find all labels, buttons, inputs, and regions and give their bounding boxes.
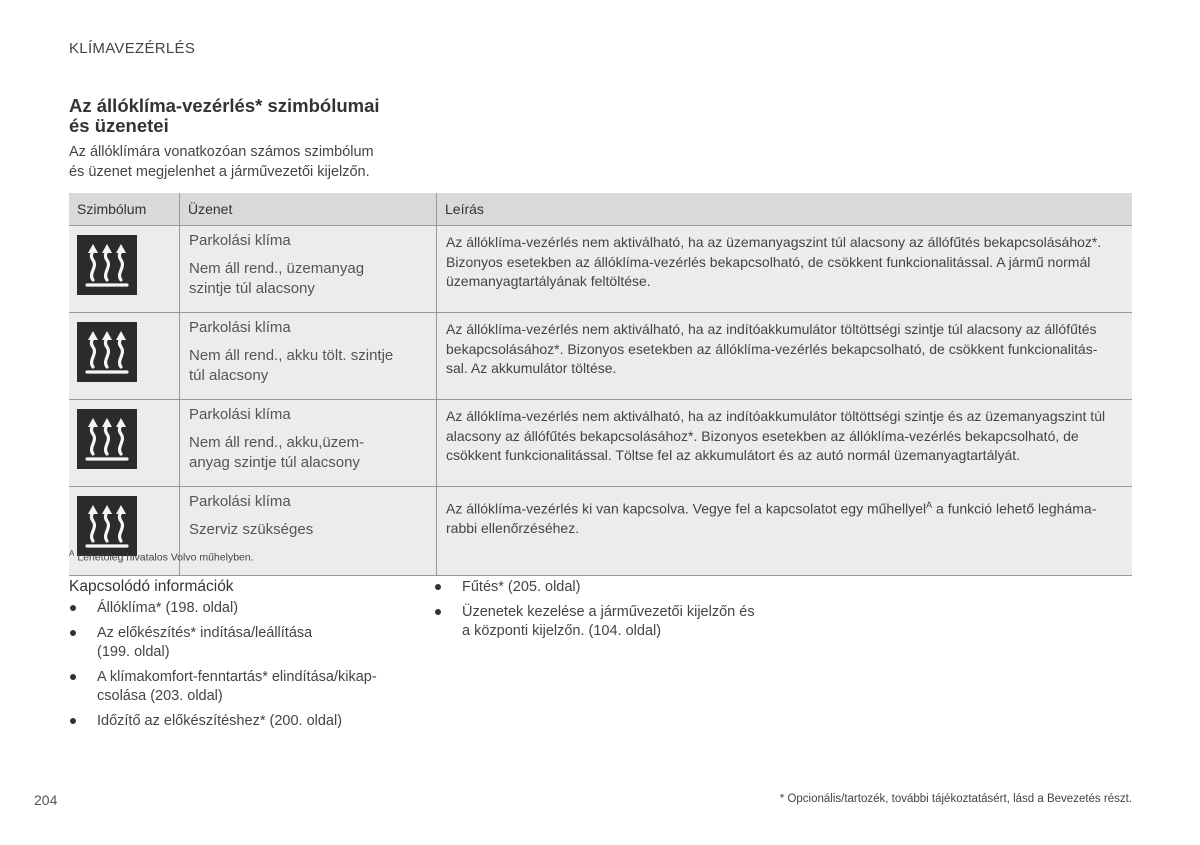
message-line-2: szintje túl alacsony [189, 280, 315, 297]
symbols-table [69, 193, 1132, 576]
related-info-title: Kapcsolódó információk [69, 578, 234, 595]
message-line-1: Nem áll rend., üzemanyag [189, 260, 365, 277]
symbol-cell [69, 400, 180, 487]
bullet-icon [435, 609, 441, 615]
description-line-2: Bizonyos esetekben az állóklíma-vezérlés bekapcsolható, de csökkent funkcionalitással. A jármű normál [446, 253, 1091, 270]
bullet-icon [70, 674, 76, 680]
description-line-1b: a funkció lehető legháma- [932, 500, 1097, 517]
symbol-cell [69, 226, 180, 313]
related-link-line-1: Állóklíma* (198. oldal) [97, 600, 239, 616]
description-cell [437, 400, 1133, 487]
column-header-symbol: Szimbólum [69, 193, 180, 226]
bullet-icon [70, 605, 76, 611]
intro-text [69, 142, 409, 182]
description-cell [437, 226, 1133, 313]
message-title: Parkolási klíma [189, 232, 291, 249]
message-text [189, 346, 436, 386]
related-link[interactable] [69, 599, 399, 619]
bullet-icon [70, 630, 76, 636]
related-link-line-1: Időzítő az előkészítéshez* (200. oldal) [97, 712, 343, 729]
bullet-icon [435, 584, 441, 590]
heater-icon [77, 322, 137, 382]
page-title [69, 96, 380, 136]
message-cell [180, 400, 437, 487]
description-line-1: Az állóklíma-vezérlés nem aktiválható, ha az indítóakkumulátor töltöttségi szintje túl alacsony az állófűtés [446, 321, 1097, 337]
table-row [69, 400, 1132, 487]
intro-line-2: és üzenet megjelenhet a járművezetői kijelzőn. [69, 164, 370, 180]
message-text [189, 520, 436, 540]
symbol-cell [69, 313, 180, 400]
related-links-left [69, 599, 399, 736]
description-line-3: üzemanyagtartályának feltöltése. [446, 273, 651, 289]
related-link[interactable] [434, 603, 774, 642]
related-link[interactable] [69, 624, 399, 663]
page-title-line-2: és üzenetei [69, 115, 169, 136]
footnote-text: Lehetőleg hivatalos Volvo műhelyben. [77, 551, 254, 564]
message-line-2: túl alacsony [189, 367, 269, 384]
related-link-line-2: (199. oldal) [97, 644, 170, 660]
intro-line-1: Az állóklímára vonatkozóan számos szimbólum [69, 144, 374, 160]
page-number: 204 [34, 792, 58, 808]
message-cell [180, 226, 437, 313]
message-cell [180, 313, 437, 400]
message-title: Parkolási klíma [189, 493, 291, 510]
message-text [189, 433, 436, 473]
message-line-1: Szerviz szükséges [189, 521, 314, 538]
related-link[interactable] [434, 578, 774, 598]
page-title-line-1: Az állóklíma-vezérlés* szimbólumai [69, 95, 380, 116]
description-line-2: alacsony az állófűtés bekapcsolásához*. Bizonyos esetekben az állóklíma-vezérlés bekapcsolható, de [446, 427, 1079, 444]
heater-icon [77, 235, 137, 295]
section-header: KLÍMAVEZÉRLÉS [69, 40, 196, 57]
related-link-line-2: csolása (203. oldal) [97, 688, 223, 704]
footnote-marker: A [69, 549, 75, 558]
description-line-2: rabbi ellenőrzéséhez. [446, 520, 580, 537]
heater-icon [77, 496, 137, 556]
related-link[interactable] [69, 712, 399, 732]
related-link-line-1: Üzenetek kezelése a járművezetői kijelzőn és [462, 603, 755, 620]
related-link-line-1: Az előkészítés* indítása/leállítása [97, 624, 313, 641]
message-line-1: Nem áll rend., akku tölt. szintje [189, 347, 394, 364]
related-links-right [434, 578, 774, 647]
description-line-1: Az állóklíma-vezérlés nem aktiválható, ha az üzemanyagszint túl alacsony az állófűtés bekapcsolásához*. [446, 234, 1102, 250]
description-cell [437, 313, 1133, 400]
description-cell [437, 487, 1133, 576]
related-link-line-2: a központi kijelzőn. (104. oldal) [462, 623, 662, 639]
message-title: Parkolási klíma [189, 319, 291, 336]
related-link[interactable] [69, 668, 399, 707]
related-link-line-1: Fűtés* (205. oldal) [462, 579, 581, 595]
description-line-3: csökkent funkcionalitással. Töltse fel az akkumulátort és az autó normál üzemanyagtartályát. [446, 447, 1021, 463]
description-line-3: sal. Az akkumulátor töltése. [446, 360, 617, 376]
table-header-row [69, 193, 1132, 226]
description-line-2: bekapcsolásához*. Bizonyos esetekben az állóklíma-vezérlés bekapcsolható, de csökkent funkcionalitás- [446, 340, 1098, 357]
message-line-1: Nem áll rend., akku,üzem- [189, 434, 365, 451]
column-header-message: Üzenet [180, 193, 437, 226]
bullet-icon [70, 718, 76, 724]
message-text [189, 259, 436, 299]
description-line-1: Az állóklíma-vezérlés nem aktiválható, ha az indítóakkumulátor töltöttségi szintje és az üzemanyagszint túl [446, 408, 1106, 424]
footnote-marker: A [926, 500, 933, 510]
heater-icon [77, 409, 137, 469]
table-row [69, 226, 1132, 313]
table-footnote [69, 549, 254, 564]
message-title: Parkolási klíma [189, 406, 291, 423]
table-row [69, 313, 1132, 400]
optional-note: * Opcionális/tartozék, további tájékoztatásért, lásd a Bevezetés részt. [779, 793, 1132, 805]
description-line-1a: Az állóklíma-vezérlés ki van kapcsolva. Vegye fel a kapcsolatot egy műhellyel [446, 500, 927, 517]
column-header-description: Leírás [437, 193, 1133, 226]
related-link-line-1: A klímakomfort-fenntartás* elindítása/kikap- [97, 668, 377, 685]
message-line-2: anyag szintje túl alacsony [189, 454, 360, 471]
